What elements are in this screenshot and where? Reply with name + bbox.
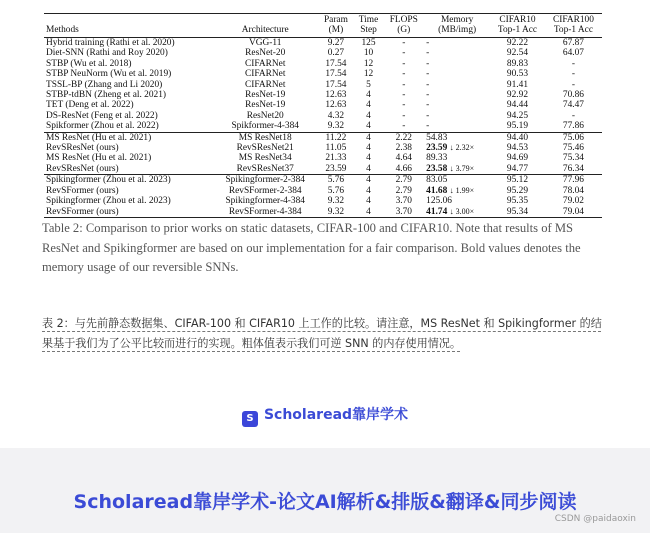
cell-memory: - [426, 90, 430, 101]
cell-time-step: 4 [366, 100, 371, 111]
header-param: Param (M) [323, 15, 348, 35]
cell-cifar10: 95.19 [506, 121, 529, 132]
cell-param: 12.63 [325, 100, 347, 111]
cell-param: 5.76 [327, 175, 345, 186]
cell-flops: 2.38 [395, 143, 412, 154]
cell-flops: 3.70 [395, 206, 412, 217]
cell-cifar100: 75.06 [562, 132, 584, 143]
memory-value: 23.58 [426, 163, 448, 174]
cell-cifar100: - [571, 58, 575, 69]
table-row [44, 38, 602, 49]
cell-method: DS-ResNet (Feng et al. 2022) [46, 110, 158, 121]
memory-reduction: ↓ 3.00× [449, 206, 475, 216]
cell-memory: - [426, 100, 430, 111]
scholaread-brand [0, 404, 650, 427]
cell-memory [424, 164, 490, 175]
results-table [44, 13, 602, 218]
cell-method: RevSResNet (ours) [46, 163, 119, 174]
cell-cifar10: 94.77 [506, 163, 529, 174]
cell-method: Diet-SNN (Rathi and Roy 2020) [46, 48, 168, 59]
table-row [44, 100, 602, 110]
table-caption-chinese[interactable]: 表 2：与先前静态数据集、CIFAR-100 和 CIFAR10 上工作的比较。请注意，MS ResNet 和 Spikingformer 的结果基于我们为了公平比较而进行的实现。粗体值表示我们可逆 SNN 的内存使用情况。 [42, 317, 602, 350]
table-row [44, 132, 602, 143]
cell-cifar10: 94.53 [506, 143, 529, 154]
memory-reduction: ↓ 2.32× [449, 143, 475, 153]
cell-param: 12.63 [325, 90, 347, 101]
cell-time-step: 4 [366, 175, 371, 186]
cell-architecture: CIFARNet [244, 79, 286, 90]
cell-time-step: 4 [366, 132, 371, 143]
table-section-2 [44, 132, 602, 175]
cell-architecture: CIFARNet [244, 58, 286, 69]
cell-method: MS ResNet (Hu et al. 2021) [46, 132, 152, 143]
cell-architecture: Spikingformer-2-384 [225, 175, 305, 186]
cell-cifar100: 75.34 [562, 153, 584, 164]
cell-flops: 3.70 [395, 196, 412, 207]
cell-flops: - [402, 69, 406, 80]
cell-time-step: 12 [363, 69, 374, 80]
cell-flops: 2.79 [395, 185, 412, 196]
cell-param: 17.54 [325, 69, 347, 80]
memory-reduction: ↓ 3.79× [449, 163, 475, 173]
table-row [44, 48, 602, 58]
cell-architecture: RevSResNet37 [236, 163, 294, 174]
table-row [44, 196, 602, 206]
cell-architecture: ResNet-20 [245, 48, 286, 59]
table-row [44, 90, 602, 100]
cell-flops: - [402, 58, 406, 69]
cell-cifar100: - [571, 110, 575, 121]
cell-cifar10: 92.54 [506, 48, 529, 59]
cell-memory: - [426, 69, 430, 80]
table-caption-english: Table 2: Comparison to prior works on static datasets, CIFAR-100 and CIFAR10. Note that results of MS ResNet and Spikingformer are based on our implementation for a fair comparison. Bold values denotes the memory usage of our reversible SNNs. [42, 221, 581, 274]
cell-time-step: 4 [366, 143, 371, 154]
cell-memory: - [426, 110, 430, 121]
cell-flops: 2.79 [395, 175, 412, 186]
memory-value: 23.59 [426, 143, 448, 154]
cell-time-step: 4 [366, 121, 371, 132]
brand-name: Scholaread靠岸学术 [263, 407, 409, 423]
cell-flops: - [402, 48, 406, 59]
cell-memory: - [426, 48, 430, 59]
cell-time-step: 4 [366, 206, 371, 217]
cell-architecture: VGG-11 [248, 38, 282, 48]
cell-architecture: RevSFormer-2-384 [228, 185, 302, 196]
cell-cifar100: 79.04 [562, 206, 584, 217]
cell-architecture: ResNet20 [246, 110, 284, 121]
cell-architecture: ResNet-19 [245, 100, 286, 111]
cell-cifar100: 67.87 [562, 38, 584, 48]
cell-method: STBP (Wu et al. 2018) [46, 58, 132, 69]
table-row [44, 59, 602, 69]
cell-cifar10: 95.35 [506, 196, 529, 207]
table-row [44, 80, 602, 90]
header-memory: Memory (MB/img) [438, 15, 477, 35]
cell-method: STBP-tdBN (Zheng et al. 2021) [46, 90, 167, 101]
cell-param: 9.32 [327, 196, 345, 207]
table-row [44, 111, 602, 121]
header-methods: Methods [46, 25, 79, 35]
cell-cifar10: 92.92 [506, 90, 529, 101]
cell-memory: 125.06 [426, 196, 452, 207]
banner-title: Scholaread靠岸学术-论文AI解析&排版&翻译&同步阅读 [73, 491, 577, 513]
cell-cifar100: 76.34 [562, 163, 584, 174]
cell-memory: - [426, 58, 430, 69]
cell-memory: 89.33 [426, 153, 448, 164]
header-time-step: Time Step [358, 15, 379, 35]
cell-time-step: 4 [366, 90, 371, 101]
cell-cifar100: 79.02 [562, 196, 584, 207]
cell-method: RevSFormer (ours) [46, 206, 119, 217]
cell-cifar10: 89.83 [506, 58, 529, 69]
cell-param: 9.32 [327, 206, 345, 217]
cell-cifar10: 94.69 [506, 153, 529, 164]
cell-architecture: Spikformer-4-384 [231, 121, 299, 132]
cell-param: 9.32 [327, 121, 345, 132]
cell-param: 11.05 [325, 143, 347, 154]
memory-value: 41.68 [426, 185, 448, 196]
cell-memory [424, 186, 490, 196]
table-row [44, 69, 602, 79]
cell-architecture: CIFARNet [244, 69, 286, 80]
cell-time-step: 125 [361, 38, 376, 48]
cell-architecture: Spikingformer-4-384 [225, 196, 305, 207]
cell-cifar100: - [571, 79, 575, 90]
cell-memory [424, 207, 490, 218]
cell-flops: - [402, 90, 406, 101]
header-cifar10: CIFAR10 Top-1 Acc [497, 15, 538, 35]
cell-param: 9.27 [327, 38, 345, 48]
scholaread-logo-icon: S [242, 411, 258, 427]
cell-architecture: ResNet-19 [245, 90, 286, 101]
table-section-1 [44, 38, 602, 133]
cell-cifar100: 78.04 [562, 185, 584, 196]
cell-method: RevSResNet (ours) [46, 143, 119, 154]
cell-param: 21.33 [325, 153, 347, 164]
cell-param: 23.59 [325, 163, 347, 174]
cell-method: Spikingformer (Zhou et al. 2023) [46, 196, 171, 207]
table-row [44, 186, 602, 196]
cell-param: 0.27 [327, 48, 345, 59]
cell-method: TET (Deng et al. 2022) [46, 100, 134, 111]
cell-cifar100: 74.47 [562, 100, 584, 111]
cell-memory: 83.05 [426, 175, 448, 186]
cell-cifar10: 92.22 [506, 38, 529, 48]
cell-cifar10: 95.34 [506, 206, 529, 217]
header-architecture: Architecture [241, 25, 289, 35]
cell-flops: - [402, 100, 406, 111]
table-row [44, 164, 602, 175]
cell-architecture: RevSResNet21 [236, 143, 294, 154]
cell-param: 11.22 [325, 132, 347, 143]
table-section-3 [44, 175, 602, 218]
table-header-row [44, 14, 602, 38]
cell-time-step: 5 [366, 79, 371, 90]
cell-flops: - [402, 79, 406, 90]
cell-architecture: MS ResNet34 [238, 153, 292, 164]
cell-cifar10: 94.40 [506, 132, 529, 143]
cell-architecture: RevSFormer-4-384 [228, 206, 302, 217]
cell-cifar10: 90.53 [506, 69, 529, 80]
cell-method: MS ResNet (Hu et al. 2021) [46, 153, 152, 164]
cell-time-step: 12 [363, 58, 374, 69]
cell-cifar10: 95.12 [506, 175, 529, 186]
cell-time-step: 4 [366, 153, 371, 164]
cell-flops: - [402, 121, 406, 132]
cell-architecture: MS ResNet18 [238, 132, 292, 143]
cell-memory: - [426, 38, 430, 48]
cell-cifar10: 95.29 [506, 185, 529, 196]
table-row [44, 121, 602, 132]
cell-method: TSSL-BP (Zhang and Li 2020) [46, 79, 163, 90]
cell-cifar10: 94.25 [506, 110, 529, 121]
cell-method: RevSFormer (ours) [46, 185, 119, 196]
cell-cifar100: 75.46 [562, 143, 584, 154]
cell-method: STBP NeuNorm (Wu et al. 2019) [46, 69, 172, 80]
cell-flops: - [402, 110, 406, 121]
cell-method: Hybrid training (Rathi et al. 2020) [46, 38, 175, 48]
cell-cifar100: 77.86 [562, 121, 584, 132]
cell-cifar100: 77.96 [562, 175, 584, 186]
cell-cifar10: 91.41 [506, 79, 529, 90]
cell-method: Spikformer (Zhou et al. 2022) [46, 121, 159, 132]
header-flops: FLOPS (G) [389, 15, 418, 35]
table-row [44, 207, 602, 218]
cell-flops: - [402, 38, 406, 48]
cell-cifar100: 70.86 [562, 90, 584, 101]
table-row [44, 153, 602, 163]
table-row [44, 143, 602, 153]
cell-time-step: 4 [366, 110, 371, 121]
cell-flops: 2.22 [395, 132, 412, 143]
cell-memory: - [426, 79, 430, 90]
cell-time-step: 4 [366, 163, 371, 174]
cell-time-step: 4 [366, 185, 371, 196]
cell-param: 17.54 [325, 58, 347, 69]
cell-param: 5.76 [327, 185, 345, 196]
cell-cifar10: 94.44 [506, 100, 529, 111]
cell-cifar100: - [571, 69, 575, 80]
memory-reduction: ↓ 1.99× [449, 185, 475, 195]
table-row [44, 175, 602, 186]
header-cifar100: CIFAR100 Top-1 Acc [552, 15, 594, 35]
cell-param: 4.32 [327, 110, 345, 121]
cell-memory: - [426, 121, 430, 132]
cell-memory: 54.83 [426, 132, 448, 143]
cell-time-step: 4 [366, 196, 371, 207]
cell-method: Spikingformer (Zhou et al. 2023) [46, 175, 171, 186]
cell-flops: 4.64 [395, 153, 412, 164]
cell-cifar100: 64.07 [562, 48, 584, 59]
cell-flops: 4.66 [395, 163, 412, 174]
cell-time-step: 10 [363, 48, 374, 59]
memory-value: 41.74 [426, 206, 448, 217]
cell-param: 17.54 [325, 79, 347, 90]
csdn-watermark: CSDN @paidaoxin [554, 514, 636, 524]
cell-memory [424, 143, 490, 153]
